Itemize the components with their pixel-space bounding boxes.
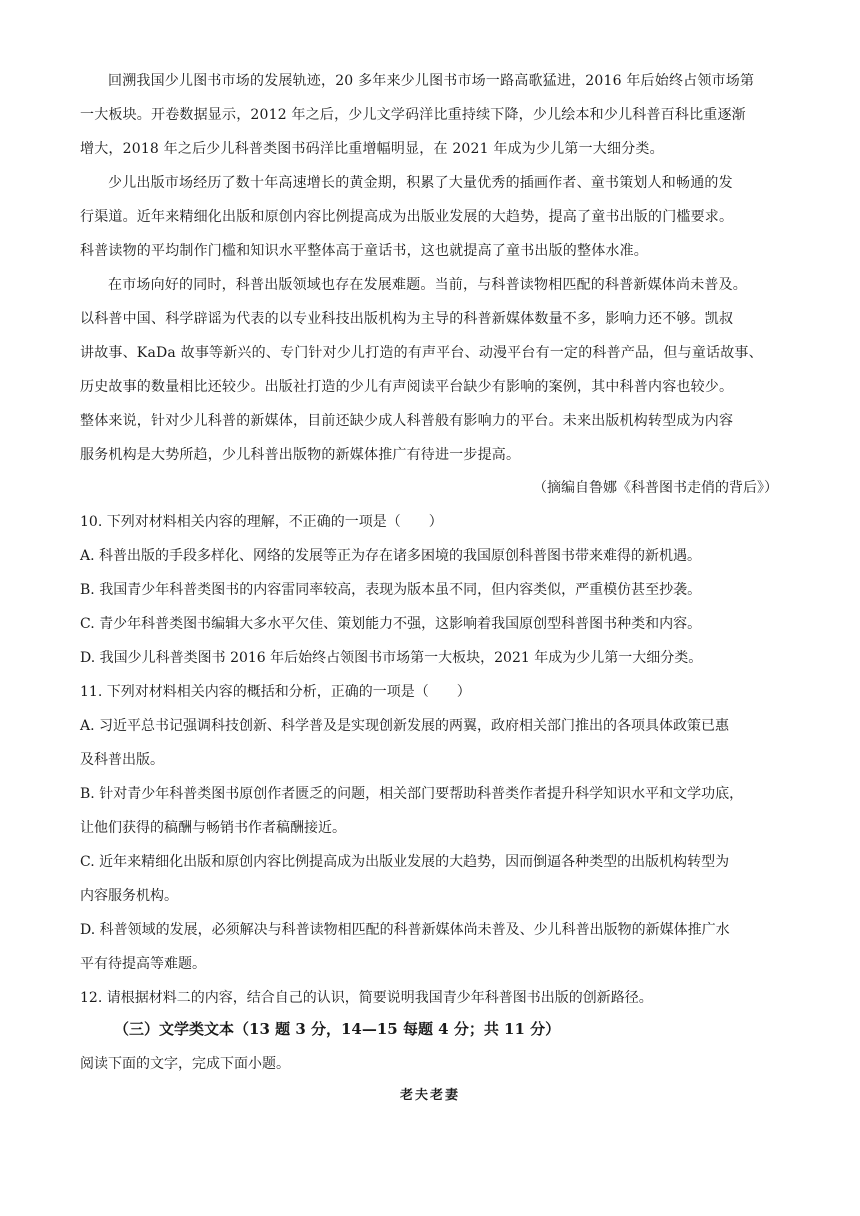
reading-instruction: 阅读下面的文字，完成下面小题。 xyxy=(80,1056,290,1072)
paragraph-2 xyxy=(80,166,780,268)
question-11-option-a: A. 习近平总书记强调科技创新、科学普及是实现创新发展的两翼，政府相关部门推出的各项具体政策已惠 xyxy=(80,718,730,734)
paragraph-line: 回溯我国少儿图书市场的发展轨迹，20 多年来少儿图书市场一路高歌猛进，2016 年后始终占领市场第 xyxy=(108,73,755,89)
question-10-stem: 10. 下列对材料相关内容的理解，不正确的一项是（ ） xyxy=(80,514,443,530)
question-10-option-a: A. 科普出版的手段多样化、网络的发展等正为存在诸多困境的我国原创科普图书带来难得的新机遇。 xyxy=(80,548,702,564)
question-11-option-b-cont: 让他们获得的稿酬与畅销书作者稿酬接近。 xyxy=(80,820,346,836)
paragraph-line: 少儿出版市场经历了数十年高速增长的黄金期，积累了大量优秀的插画作者、童书策划人和畅通的发 xyxy=(108,175,733,191)
paragraph-line: 一大板块。开卷数据显示，2012 年之后，少儿文学码洋比重持续下降，少儿绘本和少儿科普百科比重逐渐 xyxy=(80,107,746,123)
question-11-option-d: D. 科普领域的发展，必须解决与科普读物相匹配的科普新媒体尚未普及、少儿科普出版物的新媒体推广水 xyxy=(80,922,730,938)
question-10-option-c: C. 青少年科普类图书编辑大多水平欠佳、策划能力不强，这影响着我国原创型科普图书种类和内容。 xyxy=(80,616,702,632)
paragraph-line: 以科普中国、科学辟谣为代表的以专业科技出版机构为主导的科普新媒体数量不多，影响力还不够。凯叔 xyxy=(80,311,734,327)
paragraph-3 xyxy=(80,268,780,472)
question-11-option-c-cont: 内容服务机构。 xyxy=(80,888,178,904)
paragraph-line: 服务机构是大势所趋，少儿科普出版物的新媒体推广有待进一步提高。 xyxy=(80,447,521,463)
paragraph-line: 讲故事、KaDa 故事等新兴的、专门针对少儿打造的有声平台、动漫平台有一定的科普产品，但与童话故事、 xyxy=(80,345,763,361)
story-title: 老夫老妻 xyxy=(399,1088,460,1103)
question-11-option-b: B. 针对青少年科普类图书原创作者匮乏的问题，相关部门要帮助科普类作者提升科学知识水平和文学功底， xyxy=(80,786,744,802)
question-11-stem: 11. 下列对材料相关内容的概括和分析，正确的一项是（ ） xyxy=(80,684,471,700)
paragraph-line: 整体来说，针对少儿科普的新媒体，目前还缺少成人科普般有影响力的平台。未来出版机构转型成为内容 xyxy=(80,413,734,429)
question-11-option-c: C. 近年来精细化出版和原创内容比例提高成为出版业发展的大趋势，因而倒逼各种类型的出版机构转型为 xyxy=(80,854,730,870)
paragraph-line: 历史故事的数量相比还较少。出版社打造的少儿有声阅读平台缺少有影响的案例，其中科普内容也较少。 xyxy=(80,379,734,395)
source-citation: （摘编自鲁娜《科普图书走俏的背后》） xyxy=(533,480,778,496)
question-11-option-a-cont: 及科普出版。 xyxy=(80,752,164,768)
question-10-option-d: D. 我国少儿科普类图书 2016 年后始终占领图书市场第一大板块，2021 年成为少儿第一大细分类。 xyxy=(80,650,703,666)
paragraph-line: 行渠道。近年来精细化出版和原创内容比例提高成为出版业发展的大趋势，提高了童书出版的门槛要求。 xyxy=(80,209,734,225)
paragraph-line: 在市场向好的同时，科普出版领域也存在发展难题。当前，与科普读物相匹配的科普新媒体尚未普及。 xyxy=(108,277,747,293)
question-10-option-b: B. 我国青少年科普类图书的内容雷同率较高，表现为版本虽不同，但内容类似，严重模仿甚至抄袭。 xyxy=(80,582,702,598)
question-12-stem: 12. 请根据材料二的内容，结合自己的认识，简要说明我国青少年科普图书出版的创新路径。 xyxy=(80,990,653,1006)
section-heading: （三）文学类文本（13 题 3 分，14—15 每题 4 分；共 11 分） xyxy=(114,1020,561,1038)
paragraph-line: 科普读物的平均制作门槛和知识水平整体高于童话书，这也就提高了童书出版的整体水准。 xyxy=(80,243,648,259)
paragraph-line: 增大，2018 年之后少儿科普类图书码洋比重增幅明显，在 2021 年成为少儿第一大细分类。 xyxy=(80,141,664,157)
question-11-option-d-cont: 平有待提高等难题。 xyxy=(80,956,206,972)
paragraph-1 xyxy=(80,64,780,166)
